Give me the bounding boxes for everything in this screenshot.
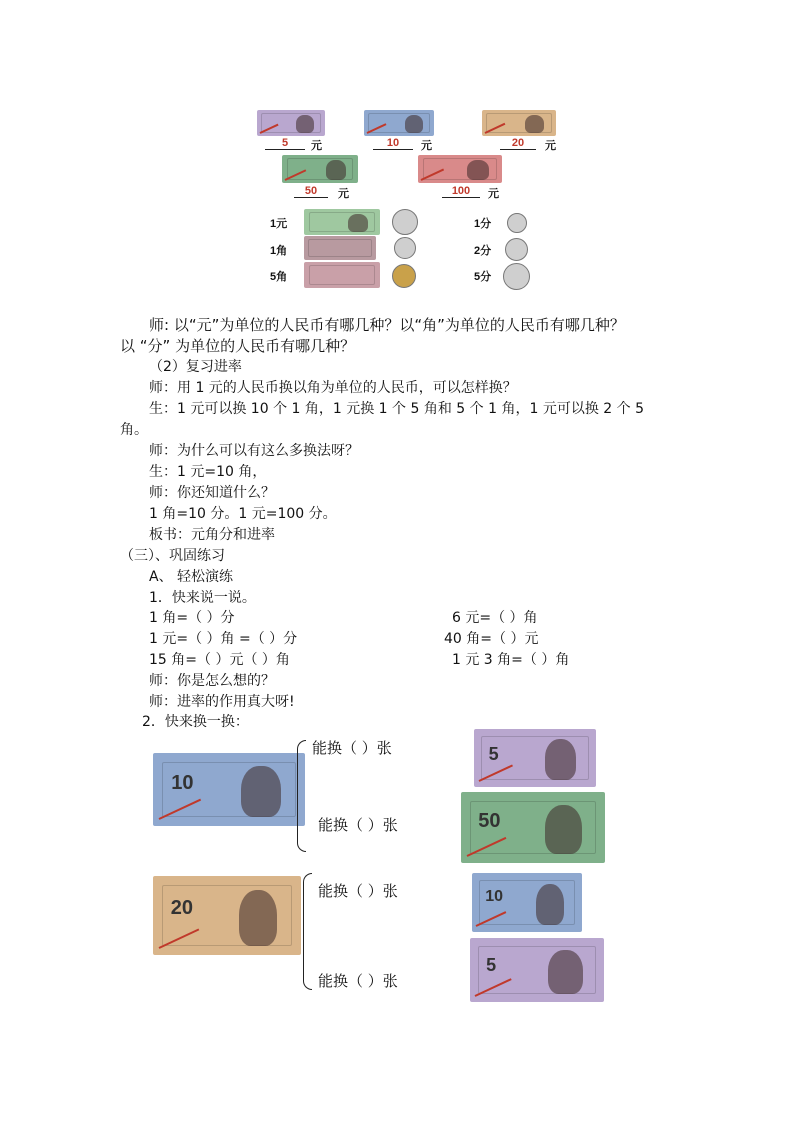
coin-1-fen-image [507,213,527,233]
exercise-item: 6 元=（ ）角 [452,610,538,626]
denomination-label: 1元 [270,218,288,230]
note-denomination: 5 [488,744,499,765]
note-denomination: 10 [485,888,503,906]
note-unit-label: 元 [311,140,322,152]
denomination-label: 1分 [474,218,492,230]
banknote-5-yuan-image [470,938,604,1002]
banknote-10-yuan-image [153,753,305,826]
note-value-label: 20 [500,137,536,150]
text-line: 生：1 元=10 角， [149,464,267,480]
denomination-label: 2分 [474,245,492,257]
banknote-1-jiao-image [304,236,376,260]
denomination-label: 5分 [474,271,492,283]
text-line: 师：用 1 元的人民币换以角为单位的人民币，可以怎样换？ [149,380,517,396]
text-line: 师：为什么可以有这么多换法呀？ [149,443,359,459]
banknote-100-yuan-image [418,155,502,183]
text-line: 2．快来换一换： [142,714,249,730]
question-line-2: 以 “分” 为单位的人民币有哪几种？ [120,337,356,355]
section-heading: （三）、巩固练习 [120,548,225,564]
text-line: 师：进率的作用真大呀! [149,694,295,710]
exercise-item: 1 元 3 角=（ ）角 [452,652,570,668]
note-unit-label: 元 [338,188,349,200]
banknote-50-yuan-image [282,155,358,183]
text-line: 师：你还知道什么？ [149,485,275,501]
banknote-10-yuan-image [472,873,582,932]
banknote-5-jiao-image [304,262,380,288]
text-line: 角。 [120,422,148,438]
text-line: A、 轻松演练 [149,569,234,585]
coin-5-jiao-image [392,264,416,288]
banknote-10-yuan-image [364,110,434,136]
note-denomination: 10 [171,771,194,794]
note-unit-label: 元 [488,188,499,200]
exchange-option: 能换（ ）张 [318,882,398,900]
text-line: 师：你是怎么想的？ [149,673,275,689]
denomination-label: 1角 [270,245,288,257]
note-value-label: 50 [294,185,328,198]
note-value-label: 100 [442,185,480,198]
note-unit-label: 元 [545,140,556,152]
banknote-50-yuan-image [461,792,605,863]
text-line: 1 角=10 分。1 元=100 分。 [149,506,337,522]
coin-2-fen-image [505,238,528,261]
coin-1-yuan-image [392,209,418,235]
exercise-item: 1 角=（ ）分 [149,610,235,626]
banknote-5-yuan-image [257,110,325,136]
left-brace [303,873,312,990]
question-line-1: 师: 以“元”为单位的人民币有哪几种？以“角”为单位的人民币有哪几种？ [149,316,625,334]
text-line: 板书：元角分和进率 [149,527,275,543]
note-value-label: 10 [373,137,413,150]
section-heading: （2）复习进率 [149,359,242,375]
note-unit-label: 元 [421,140,432,152]
note-denomination: 50 [478,810,501,833]
note-denomination: 5 [486,954,497,975]
exercise-item: 40 角=（ ）元 [444,631,539,647]
coin-1-jiao-image [394,237,416,259]
left-brace [297,740,306,852]
exchange-option: 能换（ ）张 [318,816,398,834]
banknote-5-yuan-image [474,729,596,787]
denomination-label: 5角 [270,271,288,283]
exercise-item: 1 元=（ ）角 =（ ）分 [149,631,298,647]
coin-5-fen-image [503,263,530,290]
exchange-option: 能换（ ）张 [318,972,398,990]
note-value-label: 5 [265,137,305,150]
banknote-1-yuan-image [304,209,380,235]
text-line: 生：1 元可以换 10 个 1 角，1 元换 1 个 5 角和 5 个 1 角，1 元可以换 2 个 5 [149,401,644,417]
exchange-option: 能换（ ）张 [312,739,392,757]
banknote-20-yuan-image [153,876,301,955]
note-denomination: 20 [170,896,193,919]
banknote-20-yuan-image [482,110,556,136]
exercise-item: 15 角=（ ）元（ ）角 [149,652,290,668]
text-line: 1．快来说一说。 [149,590,256,606]
